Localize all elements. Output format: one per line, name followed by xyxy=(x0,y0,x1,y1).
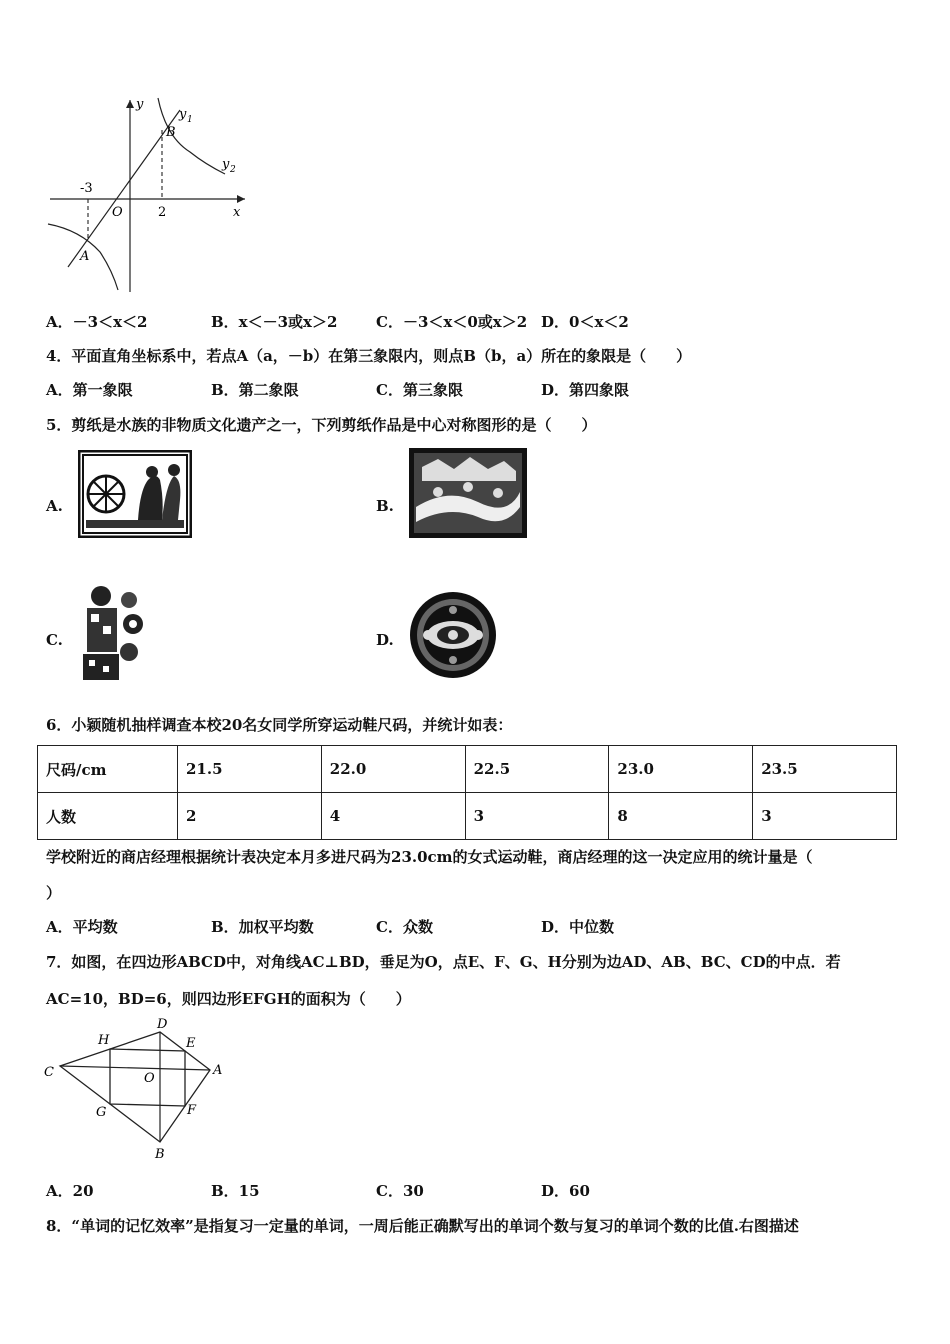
table-cell: 21.5 xyxy=(178,746,322,793)
q5-label-a[interactable]: A. xyxy=(46,497,63,515)
tick-2: 2 xyxy=(158,205,167,220)
y2-label: y xyxy=(222,157,230,172)
q3-option-c[interactable]: C．－3＜x＜0或x＞2 xyxy=(376,313,528,331)
table-row xyxy=(38,746,897,793)
table-cell: 23.5 xyxy=(753,746,897,793)
q6-option-d[interactable]: D．中位数 xyxy=(541,918,615,936)
vertex-b-label: B xyxy=(155,1147,165,1162)
q6-question: 6．小颖随机抽样调查本校20名女同学所穿运动鞋尺码，并统计如表： xyxy=(46,716,513,734)
table-cell: 22.0 xyxy=(321,746,465,793)
q4-option-d[interactable]: D．第四象限 xyxy=(541,381,630,399)
q5-label-b[interactable]: B. xyxy=(376,497,394,515)
point-g-label: G xyxy=(96,1105,107,1120)
table-cell: 3 xyxy=(465,793,609,840)
point-e-label: E xyxy=(186,1036,196,1051)
table-cell: 23.0 xyxy=(609,746,753,793)
q6-option-a[interactable]: A．平均数 xyxy=(46,918,118,936)
table-cell: 8 xyxy=(609,793,753,840)
q7-option-a[interactable]: A．20 xyxy=(46,1182,94,1200)
q7-option-d[interactable]: D．60 xyxy=(541,1182,590,1200)
q7-question: 7．如图，在四边形ABCD中，对角线AC⊥BD，垂足为O，点E、F、G、H分别为边AD、AB、BC、CD的中点．若 xyxy=(46,953,841,971)
q6-option-b[interactable]: B．加权平均数 xyxy=(211,918,314,936)
origin-label: O xyxy=(112,205,123,220)
point-h-label: H xyxy=(98,1033,110,1048)
vertex-c-label: C xyxy=(44,1065,54,1080)
point-a-label: A xyxy=(80,249,90,264)
q4-option-c[interactable]: C．第三象限 xyxy=(376,381,463,399)
y1-sub: 1 xyxy=(187,115,193,125)
y1-label: y xyxy=(179,107,187,122)
shoe-size-table xyxy=(37,745,897,840)
papercut-image-c[interactable] xyxy=(75,580,149,682)
q4-option-b[interactable]: B．第二象限 xyxy=(211,381,299,399)
quadrilateral-figure xyxy=(40,1014,240,1164)
q6-question-close: ） xyxy=(46,884,62,902)
point-f-label: F xyxy=(187,1103,197,1118)
x-axis-label: x xyxy=(233,205,241,220)
table-row xyxy=(38,793,897,840)
q7-option-b[interactable]: B．15 xyxy=(211,1182,260,1200)
y2-sub: 2 xyxy=(230,165,236,175)
table-cell: 人数 xyxy=(38,793,178,840)
q3-option-b[interactable]: B．x＜－3或x＞2 xyxy=(211,313,338,331)
table-cell: 2 xyxy=(178,793,322,840)
vertex-a-label: A xyxy=(213,1063,223,1078)
q3-function-graph xyxy=(40,92,260,297)
point-b-label: B xyxy=(166,125,176,140)
table-cell: 尺码/cm xyxy=(38,746,178,793)
table-cell: 22.5 xyxy=(465,746,609,793)
q6-question-cont: 学校附近的商店经理根据统计表决定本月多进尺码为23.0cm的女式运动鞋，商店经理的这一决定应用的统计量是（ xyxy=(46,848,813,866)
table-cell: 3 xyxy=(753,793,897,840)
table-cell: 4 xyxy=(321,793,465,840)
papercut-image-b[interactable] xyxy=(408,447,528,539)
q5-label-d[interactable]: D. xyxy=(376,631,394,649)
q4-option-a[interactable]: A．第一象限 xyxy=(46,381,133,399)
q7-question-cont: AC=10，BD=6，则四边形EFGH的面积为（ ） xyxy=(46,990,411,1008)
vertex-d-label: D xyxy=(157,1017,168,1032)
papercut-image-a[interactable] xyxy=(78,450,192,538)
q7-option-c[interactable]: C．30 xyxy=(376,1182,424,1200)
q3-option-a[interactable]: A．－3＜x＜2 xyxy=(46,313,148,331)
q3-option-d[interactable]: D．0＜x＜2 xyxy=(541,313,629,331)
papercut-image-d[interactable] xyxy=(408,590,498,680)
q8-question: 8．“单词的记忆效率”是指复习一定量的单词，一周后能正确默写出的单词个数与复习的单词个数的比值.右图描述 xyxy=(46,1217,799,1235)
y-axis-label: y xyxy=(136,97,144,112)
q6-option-c[interactable]: C．众数 xyxy=(376,918,433,936)
origin-o-label: O xyxy=(144,1071,155,1086)
q5-question: 5．剪纸是水族的非物质文化遗产之一，下列剪纸作品是中心对称图形的是（ ） xyxy=(46,416,597,434)
tick-neg3: -3 xyxy=(80,181,93,196)
q5-label-c[interactable]: C. xyxy=(46,631,63,649)
q4-question: 4．平面直角坐标系中，若点A（a，－b）在第三象限内，则点B（b，a）所在的象限是（ ） xyxy=(46,347,692,365)
